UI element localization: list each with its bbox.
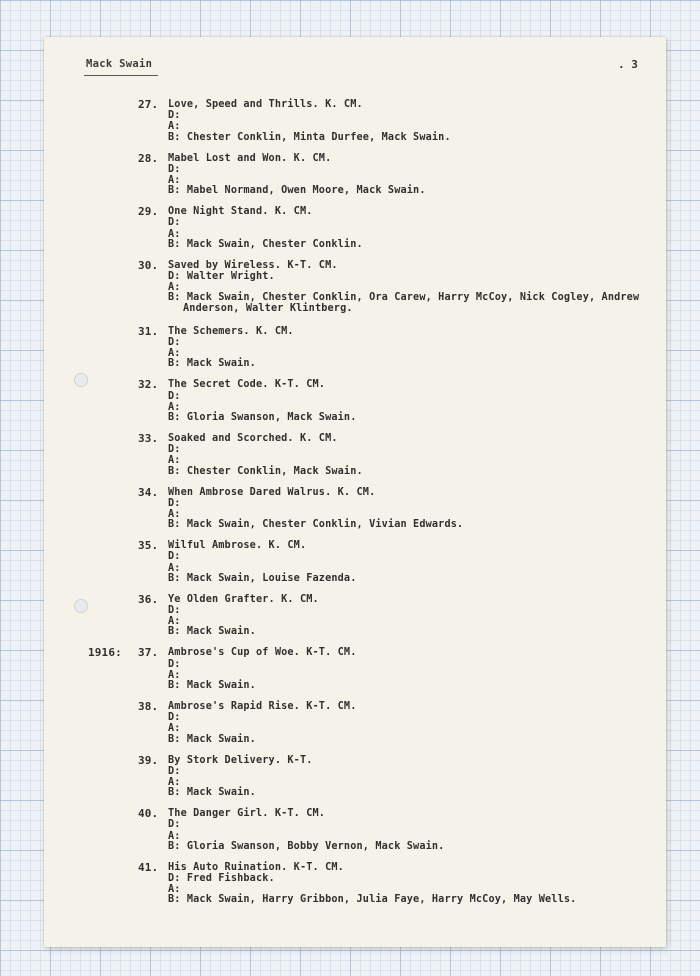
director-line: D: — [168, 336, 181, 348]
author-line: A: — [168, 508, 181, 520]
director-line: D: Walter Wright. — [168, 270, 275, 282]
cast-line: B: Mack Swain, Louise Fazenda. — [168, 572, 357, 584]
year-label: 1916: — [88, 646, 122, 660]
entry-number: 38. — [138, 699, 159, 713]
film-title: Ambrose's Rapid Rise. K-T. CM. — [168, 700, 357, 712]
author-line: A: — [168, 723, 181, 735]
author-line: A: — [168, 884, 181, 896]
film-entry — [44, 701, 666, 755]
director-line: D: Fred Fishback. — [168, 872, 275, 884]
director-line: D: — [168, 765, 181, 777]
film-entry — [44, 379, 666, 433]
film-title: The Danger Girl. K-T. CM. — [168, 808, 326, 820]
film-entry — [44, 862, 666, 916]
director-line: D: — [168, 497, 181, 509]
director-line: D: — [168, 444, 181, 456]
film-title: The Schemers. K. CM. — [168, 325, 294, 337]
film-title: By Stork Delivery. K-T. — [168, 754, 313, 766]
director-line: D: — [168, 217, 181, 229]
author-line: A: — [168, 616, 181, 628]
film-entry — [44, 540, 666, 594]
film-title: Love, Speed and Thrills. K. CM. — [168, 99, 363, 110]
entry-number: 35. — [138, 539, 159, 553]
cast-line: B: Mack Swain, Chester Conklin. — [168, 238, 363, 250]
cast-line: B: Mack Swain. — [168, 679, 256, 691]
film-title: The Secret Code. K-T. CM. — [168, 379, 326, 391]
film-entry — [44, 808, 666, 862]
film-entry — [44, 326, 666, 380]
entry-number: 31. — [138, 324, 159, 338]
director-line: D: — [168, 551, 181, 563]
film-title: One Night Stand. K. CM. — [168, 206, 313, 218]
film-entry — [44, 206, 666, 260]
entry-number: 27. — [138, 98, 159, 111]
cast-line: B: Mack Swain, Chester Conklin, Ora Carew, Harry McCoy, Nick Cogley, Andrew Anderson, Walter Klintberg. — [168, 292, 640, 314]
author-line: A: — [168, 282, 181, 294]
film-title: Mabel Lost and Won. K. CM. — [168, 152, 332, 164]
film-entry — [44, 755, 666, 809]
author-line: A: — [168, 228, 181, 240]
director-line: D: — [168, 390, 181, 402]
cast-line: B: Mack Swain. — [168, 626, 256, 638]
entry-number: 39. — [138, 753, 159, 767]
author-line: A: — [168, 174, 181, 186]
author-line: A: — [168, 348, 181, 360]
author-line: A: — [168, 776, 181, 788]
film-entry — [44, 433, 666, 487]
film-entry — [44, 487, 666, 541]
author-line: A: — [168, 401, 181, 413]
director-line: D: — [168, 163, 181, 175]
page-number: . 3 — [618, 58, 638, 71]
author-line: A: — [168, 455, 181, 467]
document-page — [44, 37, 666, 947]
cast-line: B: Gloria Swanson, Bobby Vernon, Mack Swain. — [168, 840, 445, 852]
cast-line: B: Mack Swain. — [168, 787, 256, 799]
film-entry — [44, 594, 666, 648]
director-line: D: — [168, 712, 181, 724]
film-title: Saved by Wireless. K-T. CM. — [168, 259, 338, 271]
cast-line: B: Mack Swain, Harry Gribbon, Julia Faye, Harry McCoy, May Wells. — [168, 894, 577, 906]
film-entry — [44, 647, 666, 701]
entry-number: 33. — [138, 431, 159, 445]
cast-line: B: Mabel Normand, Owen Moore, Mack Swain. — [168, 185, 426, 197]
director-line: D: — [168, 604, 181, 616]
film-title: Wilful Ambrose. K. CM. — [168, 540, 307, 552]
film-entry — [44, 153, 666, 207]
director-line: D: — [168, 110, 181, 122]
entry-number: 29. — [138, 205, 159, 219]
director-line: D: — [168, 819, 181, 831]
cast-line: B: Chester Conklin, Mack Swain. — [168, 465, 363, 477]
author-line: A: — [168, 121, 181, 133]
film-entry — [44, 260, 666, 326]
entry-number: 41. — [138, 860, 159, 874]
entry-number: 40. — [138, 807, 159, 821]
header-underline — [84, 75, 158, 76]
cast-line: B: Mack Swain. — [168, 358, 256, 370]
film-title: When Ambrose Dared Walrus. K. CM. — [168, 486, 376, 498]
entry-number: 36. — [138, 592, 159, 606]
film-title: Soaked and Scorched. K. CM. — [168, 432, 338, 444]
film-entry — [44, 99, 666, 153]
cast-line: B: Mack Swain. — [168, 733, 256, 745]
author-line: A: — [168, 562, 181, 574]
film-title: Ye Olden Grafter. K. CM. — [168, 593, 319, 605]
entry-number: 28. — [138, 151, 159, 165]
filmography-list — [44, 99, 666, 915]
cast-line: B: Chester Conklin, Minta Durfee, Mack Swain. — [168, 131, 451, 143]
director-line: D: — [168, 658, 181, 670]
entry-number: 34. — [138, 485, 159, 499]
entry-number: 30. — [138, 258, 159, 272]
cast-line: B: Mack Swain, Chester Conklin, Vivian Edwards. — [168, 519, 464, 531]
entry-number: 37. — [138, 646, 159, 660]
film-title: Ambrose's Cup of Woe. K-T. CM. — [168, 647, 357, 659]
running-header-author: Mack Swain — [86, 58, 153, 70]
author-line: A: — [168, 830, 181, 842]
film-title: His Auto Ruination. K-T. CM. — [168, 861, 344, 873]
author-line: A: — [168, 669, 181, 681]
cast-line: B: Gloria Swanson, Mack Swain. — [168, 411, 357, 423]
entry-number: 32. — [138, 378, 159, 392]
